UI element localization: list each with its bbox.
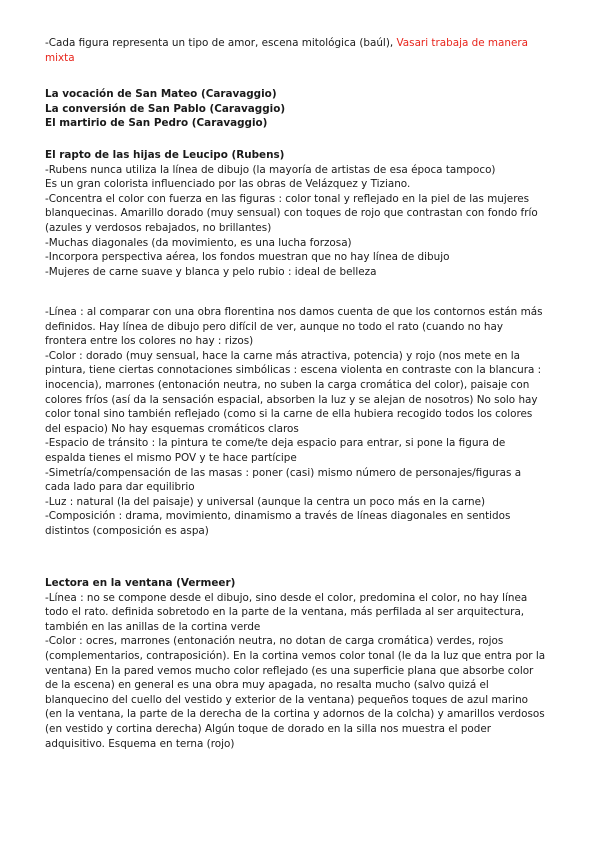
analysis-line: distintos (composición es aspa) [45, 524, 209, 537]
rubens-line: -Mujeres de carne suave y blanca y pelo rubio : ideal de belleza [45, 265, 377, 278]
analysis-line: definidos. Hay línea de dibujo pero difícil de ver, aunque no todo el rato (cuando no hay [45, 320, 503, 333]
vermeer-line: de la escena) en general es una obra muy apagada, no resalta mucho (salvo quizá el [45, 679, 489, 692]
vermeer-line: (en la ventana, la parte de la derecha de la cortina y adornos de la colcha) y amarillos verdosos [45, 708, 545, 721]
vermeer-line: adquisitivo. Esquema en terna (rojo) [45, 737, 235, 750]
analysis-line: inocencia), marrones (entonación neutra, no suben la carga cromática del color), paisaje con [45, 378, 530, 391]
analysis-line: -Simetría/compensación de las masas : poner (casi) mismo número de personajes/figuras a [45, 466, 522, 479]
vermeer-section [45, 576, 565, 751]
rubens-heading: El rapto de las hijas de Leucipo (Rubens) [45, 149, 285, 161]
analysis-line: pintura, tiene ciertas connotaciones simbólicas : escena violenta en contraste con la blancura : [45, 364, 542, 377]
analysis-line: -Línea : al comparar con una obra florentina nos damos cuenta de que los contornos están más [45, 306, 543, 318]
intro-paragraph [45, 36, 565, 65]
vermeer-line: blanquecino del cuello del vestido y exterior de la ventana) pequeños toques de azul marino [45, 693, 529, 706]
rubens-line: -Incorpora perspectiva aérea, los fondos muestran que no hay línea de dibujo [45, 251, 450, 264]
vermeer-heading: Lectora en la ventana (Vermeer) [45, 577, 236, 589]
analysis-line: del espacio) No hay esquemas cromáticos claros [45, 422, 299, 435]
vasari-note: Vasari trabaja de manera [396, 37, 529, 49]
analysis-line: -Luz : natural (la del paisaje) y universal (aunque la centra un poco más en la carne) [45, 495, 486, 508]
analysis-line: frontera entre los colores no hay : rizos) [45, 335, 254, 348]
analysis-line: -Espacio de tránsito : la pintura te come/te deja espacio para entrar, si pone la figura de [45, 437, 506, 450]
vermeer-line: -Color : ocres, marrones (entonación neutra, no dotan de carga cromática) verdes, rojos [45, 635, 504, 648]
rubens-line: -Rubens nunca utiliza la línea de dibujo (la mayoría de artistas de esa época tampoco) [45, 163, 496, 176]
rubens-line: -Muchas diagonales (da movimiento, es una lucha forzosa) [45, 236, 352, 249]
caravaggio-list [45, 87, 565, 131]
analysis-line: color tonal sino también reflejado (como si la carne de ella hubiera recogido todos los colores [45, 408, 533, 421]
analysis-line: colores fríos (así da la sensación espacial, absorben la luz y se alejan de nosotros) No solo hay [45, 393, 538, 406]
intro-line-2: mixta [45, 51, 75, 64]
rubens-line: blanquecinas. Amarillo dorado (muy sensual) con toques de rojo que contrastan con fondo frío [45, 207, 538, 220]
caravaggio-title-2: La conversión de San Pablo (Caravaggio) [45, 102, 286, 115]
rubens-section [45, 148, 565, 279]
rubens-line: -Concentra el color con fuerza en las figuras : color tonal y reflejado en la piel de las mujeres [45, 192, 530, 205]
analysis-line: cada lado para dar equilibrio [45, 481, 195, 494]
caravaggio-title-3: El martirio de San Pedro (Caravaggio) [45, 117, 268, 130]
vermeer-line: todo el rato. definida sobretodo en la parte de la ventana, más perfilada al ser arquitectura, [45, 606, 525, 619]
vermeer-line: (complementarios, contraposición). En la cortina vemos color tonal (le da la luz que entra por la [45, 649, 546, 662]
intro-line-1: -Cada figura representa un tipo de amor, escena mitológica (baúl), Vasari trabaja de manera [45, 37, 529, 49]
caravaggio-title-1: La vocación de San Mateo (Caravaggio) [45, 88, 277, 100]
vermeer-line: ventana) En la pared vemos mucho color reflejado (es una superficie plana que absorbe color [45, 664, 534, 677]
analysis-line: -Composición : drama, movimiento, dinamismo a través de líneas diagonales en sentidos [45, 510, 511, 523]
analysis-line: espalda tienes el mismo POV y te hace partícipe [45, 451, 297, 464]
rubens-line: (azules y verdosos rebajados, no brillantes) [45, 221, 272, 234]
rubens-analysis [45, 305, 565, 539]
vermeer-line: también en las anillas de la cortina verde [45, 620, 261, 633]
vermeer-line: (en vestido y cortina derecha) Algún toque de dorado en la silla nos muestra el poder [45, 722, 492, 735]
rubens-line: Es un gran colorista influenciado por las obras de Velázquez y Tiziano. [45, 178, 411, 191]
vermeer-line: -Línea : no se compone desde el dibujo, sino desde el color, predomina el color, no hay línea [45, 591, 528, 604]
analysis-line: -Color : dorado (muy sensual, hace la carne más atractiva, potencia) y rojo (nos mete en la [45, 349, 521, 362]
